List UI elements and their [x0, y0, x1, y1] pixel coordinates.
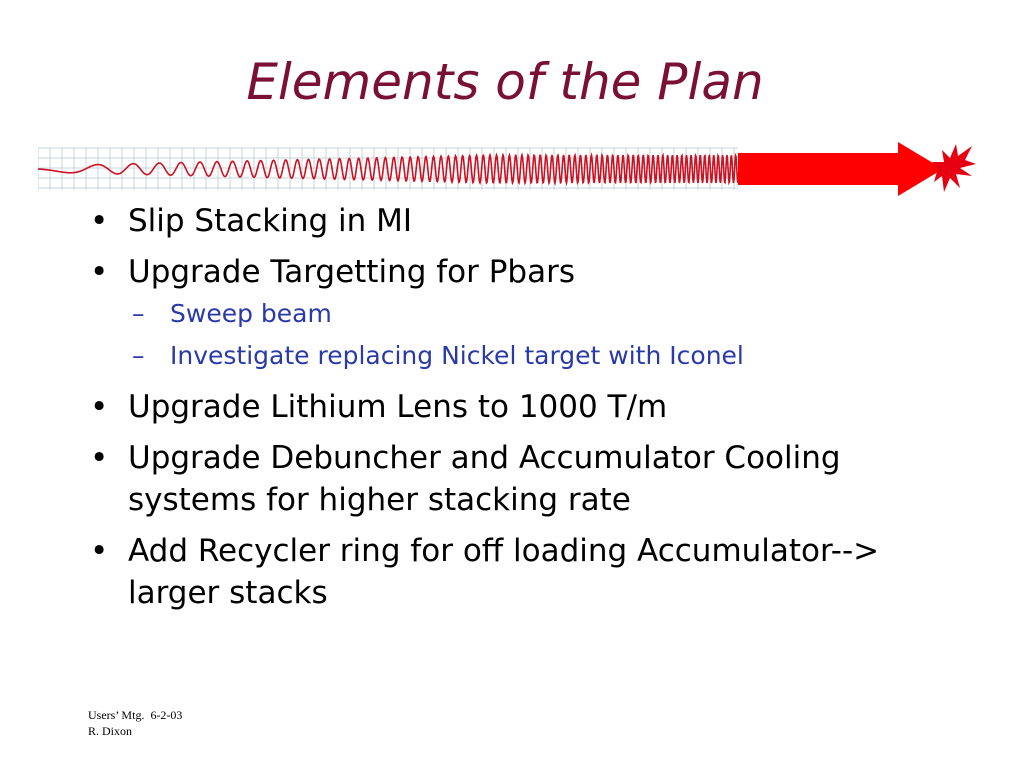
sub-bullet-text: Sweep beam	[170, 299, 332, 328]
sub-bullet-marker: –	[132, 341, 145, 370]
bullet-marker: •	[90, 440, 109, 476]
sub-bullet-item	[88, 293, 968, 335]
sub-bullet-marker: –	[132, 299, 145, 328]
sub-bullet-item	[88, 335, 968, 377]
starburst-icon	[932, 144, 976, 192]
bullet-marker: •	[90, 533, 109, 569]
bullet-marker: •	[90, 254, 109, 290]
bullet-text: Add Recycler ring for off loading Accumulator--> larger stacks	[128, 533, 880, 611]
bullet-marker: •	[90, 389, 109, 425]
bullet-item	[88, 530, 968, 614]
bullet-marker: •	[90, 203, 109, 239]
bullet-item	[88, 251, 968, 293]
bullet-item	[88, 200, 968, 242]
bullet-text: Upgrade Targetting for Pbars	[128, 254, 575, 290]
bullet-item	[88, 386, 968, 428]
bullet-list	[88, 200, 968, 623]
bullet-text: Upgrade Debuncher and Accumulator Cooling systems for higher stacking rate	[128, 440, 841, 518]
bullet-text: Upgrade Lithium Lens to 1000 T/m	[128, 389, 668, 425]
arrow-shaft-icon	[738, 142, 943, 196]
slide-title: Elements of the Plan	[246, 53, 764, 111]
bullet-text: Slip Stacking in MI	[128, 203, 413, 239]
footer-author: R. Dixon	[88, 724, 133, 738]
sub-list-container	[88, 293, 968, 377]
bullet-item	[88, 437, 968, 521]
footer-meeting-date: Users’ Mtg. 6-2-03	[88, 708, 183, 722]
chirp-wave-arrow-graphic	[38, 140, 978, 198]
slide-footer	[88, 707, 182, 739]
sub-bullet-text: Investigate replacing Nickel target with Iconel	[170, 341, 744, 370]
sub-bullet-list	[88, 293, 968, 377]
